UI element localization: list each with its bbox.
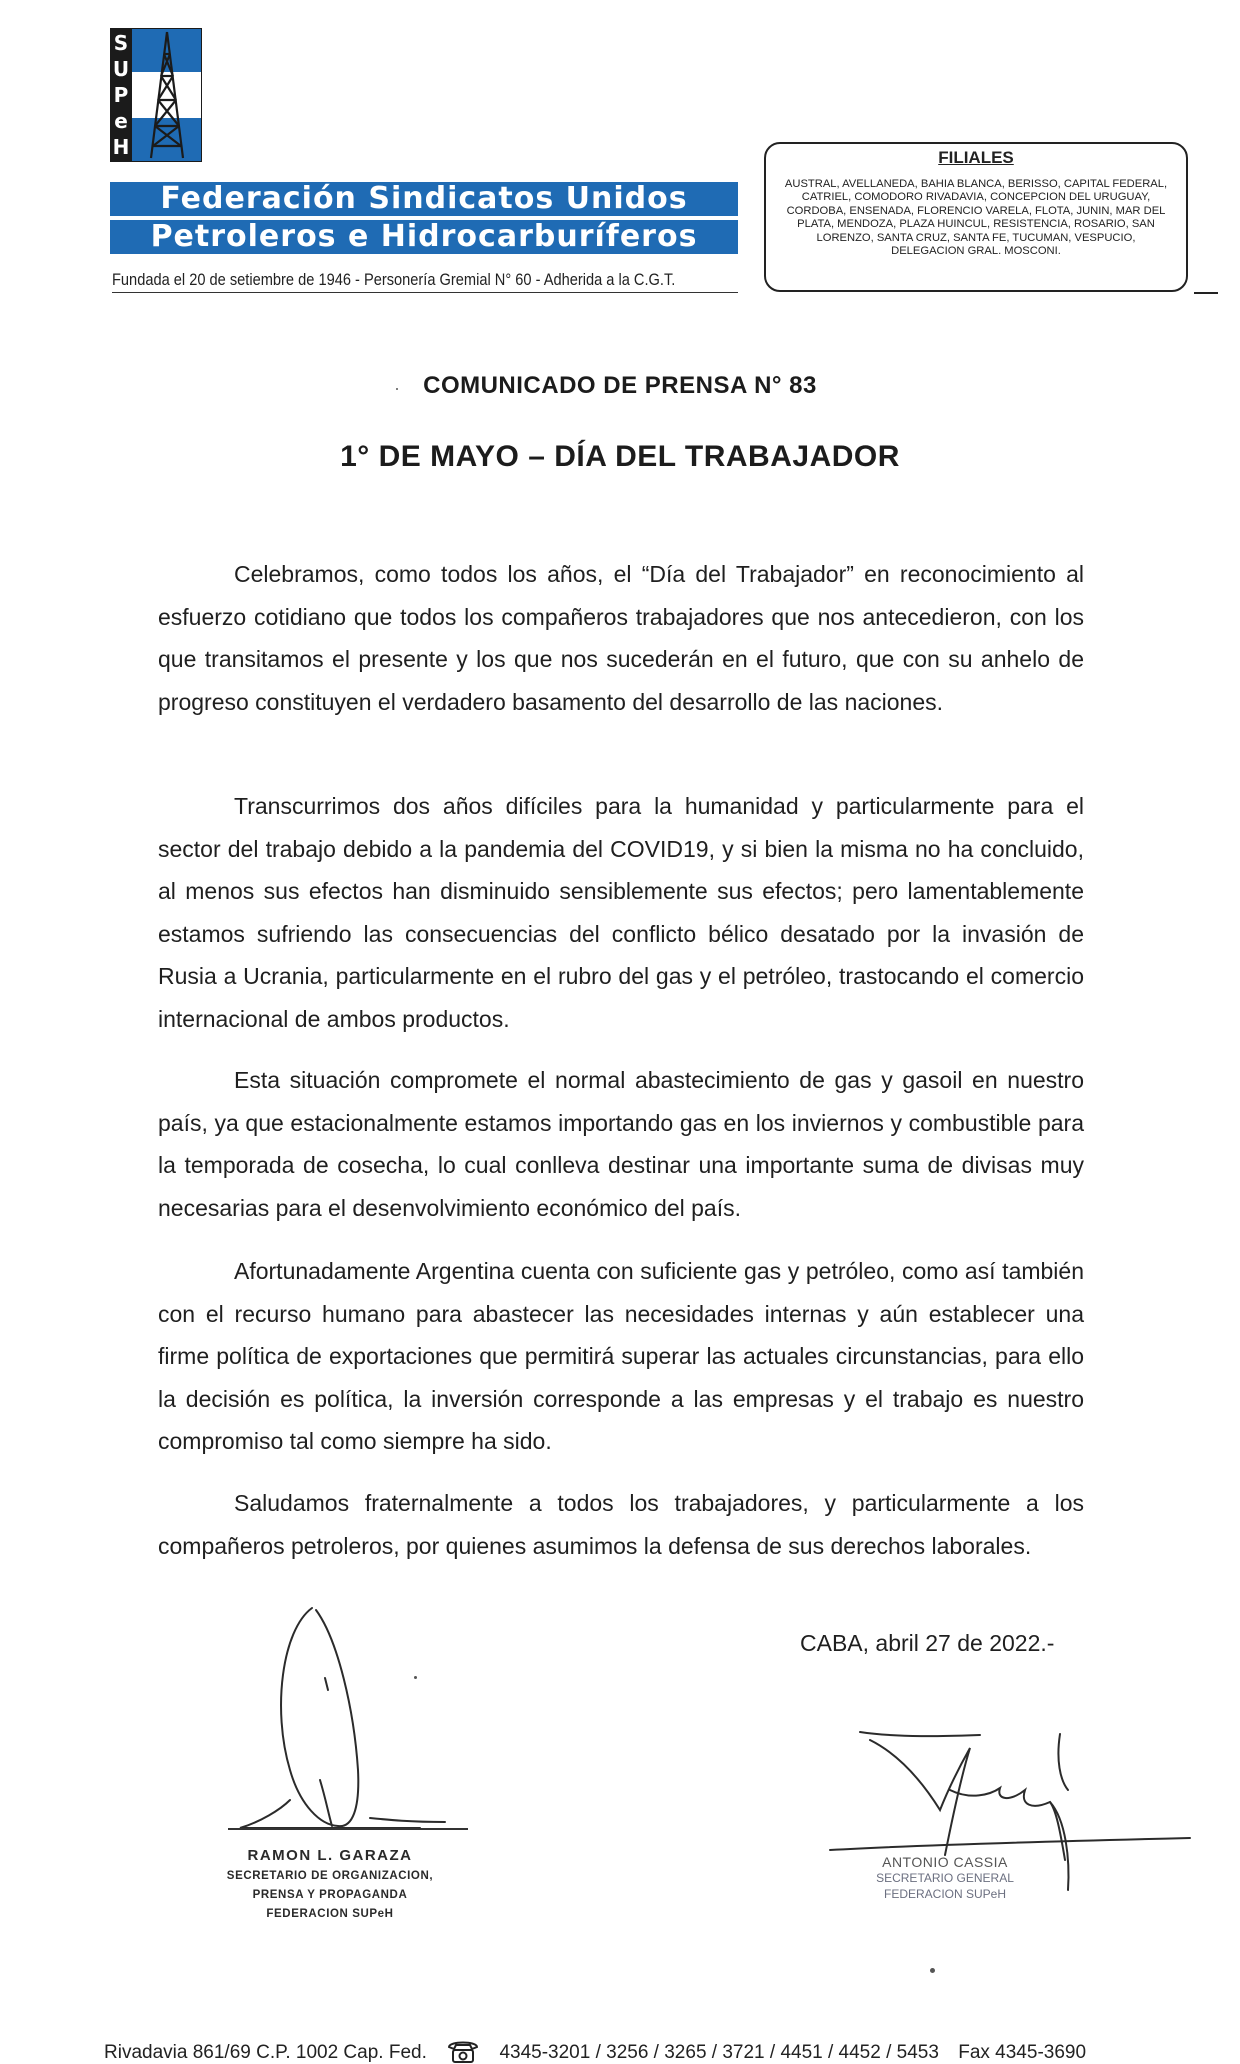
logo-letter: U xyxy=(112,57,130,81)
org-name-line1: Federación Sindicatos Unidos xyxy=(110,182,738,216)
telephone-icon xyxy=(446,2038,480,2064)
logo-letter: e xyxy=(114,109,128,133)
scan-speck xyxy=(414,1676,417,1679)
org-name-line2: Petroleros e Hidrocarburíferos xyxy=(110,220,738,254)
body-paragraph: Saludamos fraternalmente a todos los trabajadores, y particularmente a los compañeros petroleros, por quienes asumimos la defensa de sus derechos laborales. xyxy=(158,1490,1084,1559)
filiales-title: FILIALES xyxy=(938,148,1014,167)
body-paragraph: Transcurrimos dos años difíciles para la humanidad y particularmente para el sector del trabajo debido a la pandemia del COVID19, y si bien la misma no ha concluido, al menos sus efectos han disminuido sensiblemente sus efectos; pero lamentablemente estamos sufriendo las consecuencias del conflicto bélico desatado por la invasión de Rusia a Ucrania, particularmente en el rubro del gas y el petróleo, trastocando el comercio internacional de ambos productos. xyxy=(158,793,1084,1032)
body-paragraph: Celebramos, como todos los años, el “Día del Trabajador” en reconocimiento al esfuerzo cotidiano que todos los compañeros trabajadores que nos antecedieron, con los que transitamos el presente y los que nos sucederán en el futuro, que con su anhelo de progreso constituyen el verdadero basamento del desarrollo de las naciones. xyxy=(158,561,1084,715)
footer-fax: Fax 4345-3690 xyxy=(958,2042,1087,2063)
footer-contact xyxy=(104,2038,1086,2064)
scan-speck xyxy=(396,388,398,390)
left-handwritten-signature xyxy=(220,1600,480,1840)
filiales-box-tick xyxy=(1194,292,1218,294)
supeh-logo xyxy=(110,28,202,162)
footer-address: Rivadavia 861/69 C.P. 1002 Cap. Fed. xyxy=(104,2042,427,2063)
body-paragraph: Afortunadamente Argentina cuenta con suficiente gas y petróleo, como así también con el recurso humano para abastecer las necesidades internas y aún establecer una firme política de exportaciones que permitirá superar las actuales circunstancias, para ello la decisión es política, la inversión corresponde a las empresas y el trabajo es nuestro compromiso tal como siempre ha sido. xyxy=(158,1258,1084,1454)
right-signatory-role: FEDERACION SUPeH xyxy=(883,1887,1007,1901)
body-paragraph: Esta situación compromete el normal abastecimiento de gas y gasoil en nuestro país, ya que estacionalmente estamos importando gas en los inviernos y combustible para la temporada de cosecha, lo cual conlleva destinar una importante suma de divisas muy necesarias para el desenvolvimiento económico del país. xyxy=(158,1067,1084,1221)
right-signatory-role: SECRETARIO GENERAL xyxy=(876,1871,1014,1885)
founding-underline xyxy=(112,292,738,293)
left-signatory-role: PRENSA Y PROPAGANDA xyxy=(252,1889,408,1901)
filiales-list: AUSTRAL, AVELLANEDA, BAHIA BLANCA, BERISSO, CAPITAL FEDERAL, CATRIEL, COMODORO RIVADAVIA, CONCEPCION DEL URUGUAY, CORDOBA, ENSENADA, FLORENCIO VARELA, FLOTA, JUNIN, MAR DEL PLATA, MENDOZA, PLAZA HUINCUL, RESISTENCIA, ROSARIO, SAN LORENZO, SANTA CRUZ, SANTA FE, TUCUMAN, VESPUCIO, DELEGACION GRAL. MOSCONI. xyxy=(784,178,1168,258)
press-release-number: COMUNICADO DE PRENSA N° 83 xyxy=(423,372,817,399)
scan-speck xyxy=(930,1968,935,1973)
place-and-date: CABA, abril 27 de 2022.- xyxy=(800,1630,1055,1656)
left-signatory-role: SECRETARIO DE ORGANIZACION, xyxy=(226,1870,434,1882)
logo-letter: S xyxy=(113,31,129,55)
left-signatory-role: FEDERACION SUPeH xyxy=(266,1908,394,1920)
left-signatory-name: RAMON L. GARAZA xyxy=(247,1847,413,1864)
logo-letter: P xyxy=(113,83,129,107)
press-release-title: 1° DE MAYO – DÍA DEL TRABAJADOR xyxy=(340,440,900,473)
left-signature-line xyxy=(228,1828,468,1830)
founding-line: Fundada el 20 de setiembre de 1946 - Personería Gremial N° 60 - Adherida a la C.G.T. xyxy=(112,270,676,289)
right-signatory-name: ANTONIO CASSIA xyxy=(882,1854,1008,1870)
footer-phones: 4345-3201 / 3256 / 3265 / 3721 / 4451 / 4452 / 5453 xyxy=(499,2042,939,2063)
logo-letter: H xyxy=(112,135,130,159)
